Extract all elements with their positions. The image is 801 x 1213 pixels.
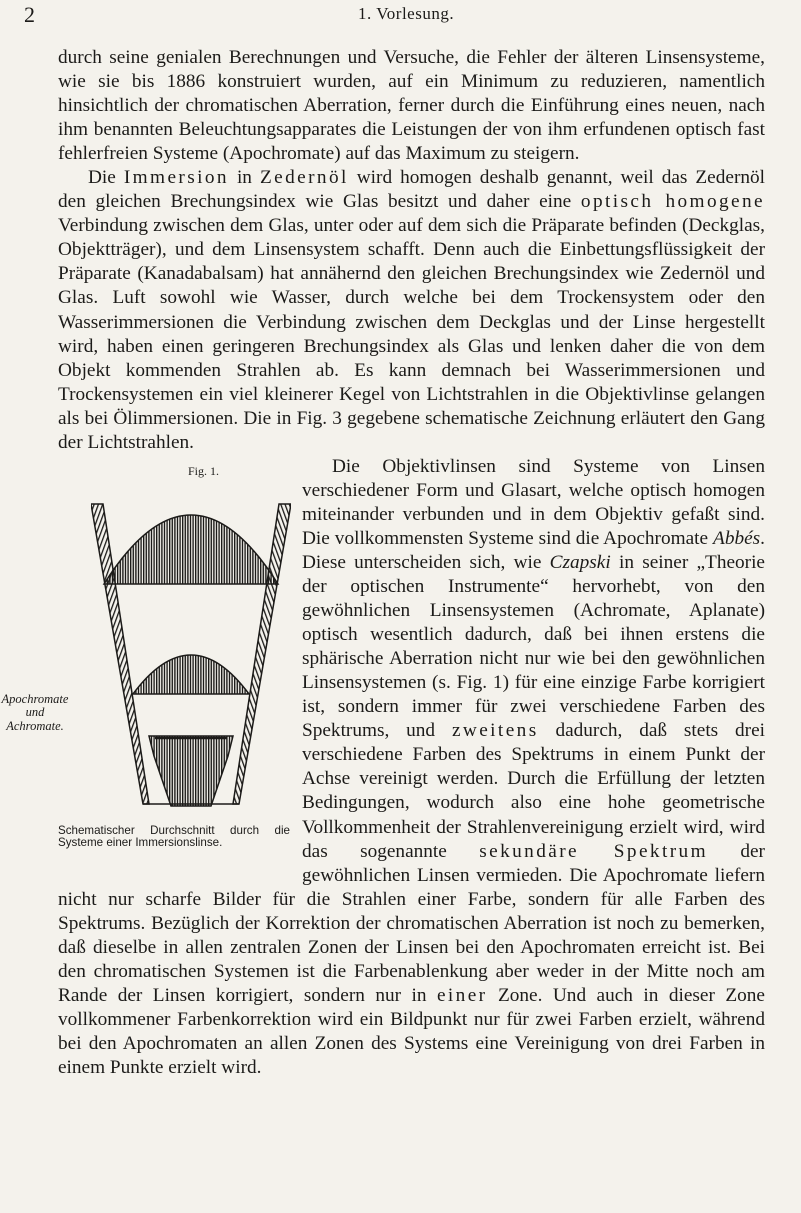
paragraph-3: Die Objektivlinsen sind Systeme von Linsen verschiedener Form und Glasart, welche optisch homogen miteinander verbunden und in dem Objektiv gefaßt sind. Die vollkommensten Systeme sind die Apochromate Abbés. Diese unterscheiden sich, wie Czapski in seiner „Theorie der optischen Instrumente“ hervorhebt, von den gewöhnlichen Linsensystemen (Achromate, Aplanate) optisch wesentlich dadurch, daß bei ihnen erstens die sphärische Aberration nicht nur wie bei den gewöhnlichen Linsensystemen (s. Fig. 1) für eine einzige Farbe korrigiert ist, sondern immer für zwei verschiedene Farben des Spektrums, und zweitens dadurch, daß stets drei verschiedene Farben des Spektrums in einem Punkt der Achse vereinigt werden. Durch die Erfüllung der letzten Bedingungen, wodurch also eine hohe geometrische Vollkommenheit der Strahlenvereinigung erzielt wird, wird das sogenannte sekundäre Spektrum der gewöhnlichen Linsen vermieden. Die Apochromate liefern nicht nur scharfe Bilder für die Strahlen einer Farbe, sondern für alle Farben des Spektrums. Bezüglich der Korrektion der chromatischen Aberration ist noch zu bemerken, daß dieselbe in allen zentralen Zonen der Linsen bei den Apochromaten erreicht ist. Bei den chromatischen Systemen ist die Farbenablenkung aber weder in der Mitte noch am Rande der Linsen korrigiert, sondern nur in einer Zone. Und auch in dieser Zone vollkommener Farbenkorrektion wird ein Bildpunkt nur für zwei Farben erzielt, während bei den Apochromaten an allen Zonen des Systems eine Vereinigung von drei Farben in einem Punkte erzielt wird.	[58, 455, 766, 1078]
text-block	[1, 46, 766, 1080]
running-title: 1. Vorlesung.	[358, 4, 455, 23]
paragraph-2: Die Immersion in Zedernöl wird homogen deshalb genannt, weil das Zedernöl den gleichen Brechungsindex wie Glas besitzt und daher eine optisch homogene Verbindung zwischen dem Glas, unter oder auf dem sich die Präparate befinden (Deckglas, Objektträger), und dem Linsensystem schafft. Denn auch die Einbettungsflüssigkeit der Präparate (Kanadabalsam) hat annähernd den gleichen Brechungsindex wie Zedernöl und Glas. Luft sowohl wie Wasser, durch welche bei dem Trockensystem oder den Wasserimmersionen die Verbindung zwischen dem Deckglas und der Linse hergestellt wird, haben einen geringeren Brechungsindex als Glas und lenken daher die von dem Objekt kommenden Strahlen ab. Es kann demnach bei Wasserimmersionen und Trockensystemen ein viel kleinerer Kegel von Lichtstrahlen in die Objektivlinse gelangen als bei Ölimmersionen. Die in Fig. 3 gegebene schematische Zeichnung erläutert den Gang der Lichtstrahlen.	[58, 167, 765, 453]
immersion-lens-diagram	[91, 476, 291, 821]
margin-note-line-2: und	[25, 705, 45, 720]
margin-note-line-3: Achromate.	[6, 718, 64, 733]
margin-note-line-1: Apochromate	[1, 691, 69, 706]
figure-1	[0, 459, 292, 879]
figure-caption: Schematischer Durchschnitt durch die Systeme einer Immersionslinse.	[58, 823, 290, 850]
page-number: 2	[24, 2, 35, 27]
margin-note	[0, 693, 70, 734]
paragraph-1: durch seine genialen Berechnungen und Versuche, die Fehler der älteren Linsensysteme, wie sie bis 1886 konstruiert wurden, auf ein Minimum zu reduzieren, namentlich hinsichtlich der chromatischen Aberration, ferner durch die Einführung eines neuen, nach ihm benannten Beleuchtungsapparates die Leistungen der von ihm erfundenen optisch fast fehlerfreien Systeme (Apochromate) auf das Maximum zu steigern.	[58, 47, 765, 165]
figure-label: Fig. 1.	[188, 463, 220, 478]
